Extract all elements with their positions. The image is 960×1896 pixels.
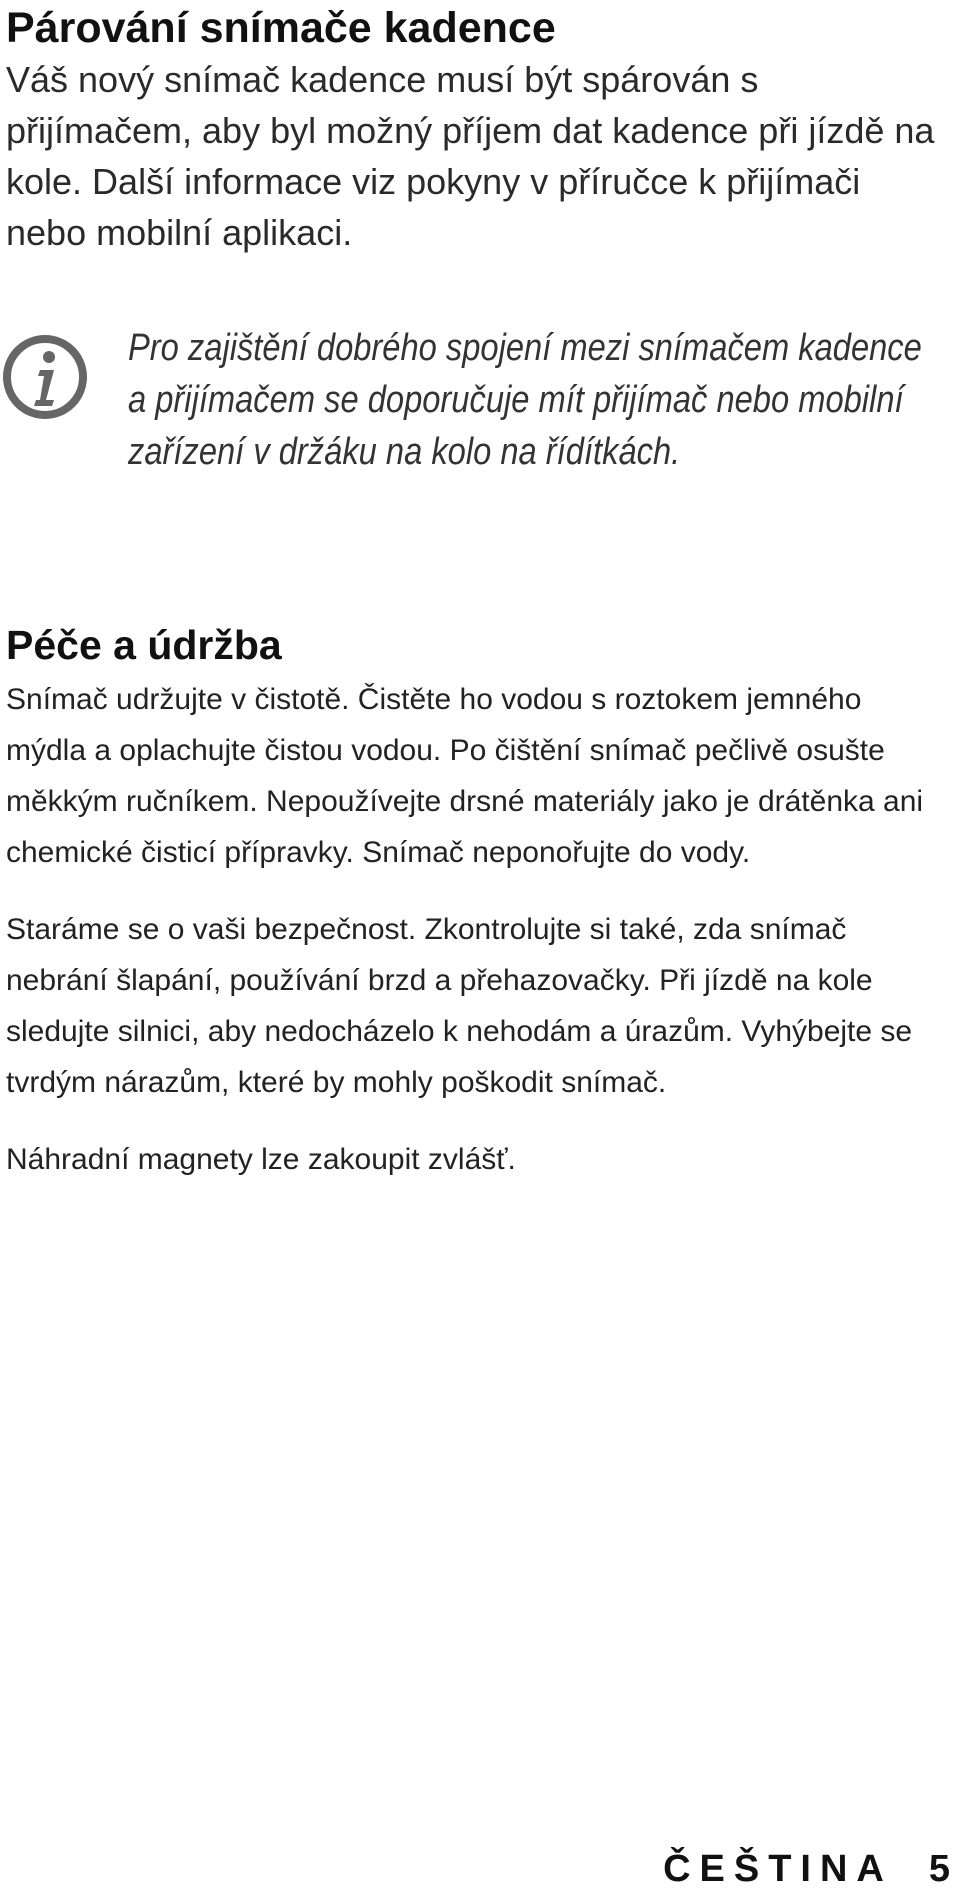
- care-paragraph-3: Náhradní magnety lze zakoupit zvlášť.: [6, 1143, 516, 1176]
- pairing-section: [6, 2, 946, 258]
- pairing-text: Váš nový snímač kadence musí být spárován s přijímačem, aby byl možný příjem dat kadence při jízdě na kole. Další informace viz pokyny v příručce k přijímači nebo mobilní aplikaci.: [6, 59, 935, 253]
- care-section: [6, 620, 946, 1185]
- page-number: 5: [928, 1848, 950, 1890]
- pairing-heading: Párování snímače kadence: [6, 4, 556, 52]
- care-paragraph-2: Staráme se o vaši bezpečnost. Zkontrolujte si také, zda snímač nebrání šlapání, používání brzd a přehazovačky. Při jízdě na kole sledujte silnici, aby nedocházelo k nehodám a úrazům. Vyhýbejte se tvrdým nárazům, které by mohly poškodit snímač.: [6, 913, 913, 1099]
- info-note: [0, 322, 950, 552]
- info-icon: [2, 334, 88, 420]
- page-footer: [663, 1848, 950, 1892]
- info-note-text: Pro zajištění dobrého spojení mezi snímačem kadence a přijímačem se doporučuje mít přijímač nebo mobilní zařízení v držáku na kolo na řídítkách.: [128, 327, 922, 473]
- care-heading: Péče a údržba: [6, 622, 282, 668]
- care-paragraph-1: Snímač udržujte v čistotě. Čistěte ho vodou s roztokem jemného mýdla a oplachujte čistou vodou. Po čištění snímač pečlivě osušte měkkým ručníkem. Nepoužívejte drsné materiály jako je drátěnka ani chemické čisticí přípravky. Snímač neponořujte do vody.: [6, 683, 924, 869]
- footer-language: ČEŠTINA: [663, 1848, 893, 1890]
